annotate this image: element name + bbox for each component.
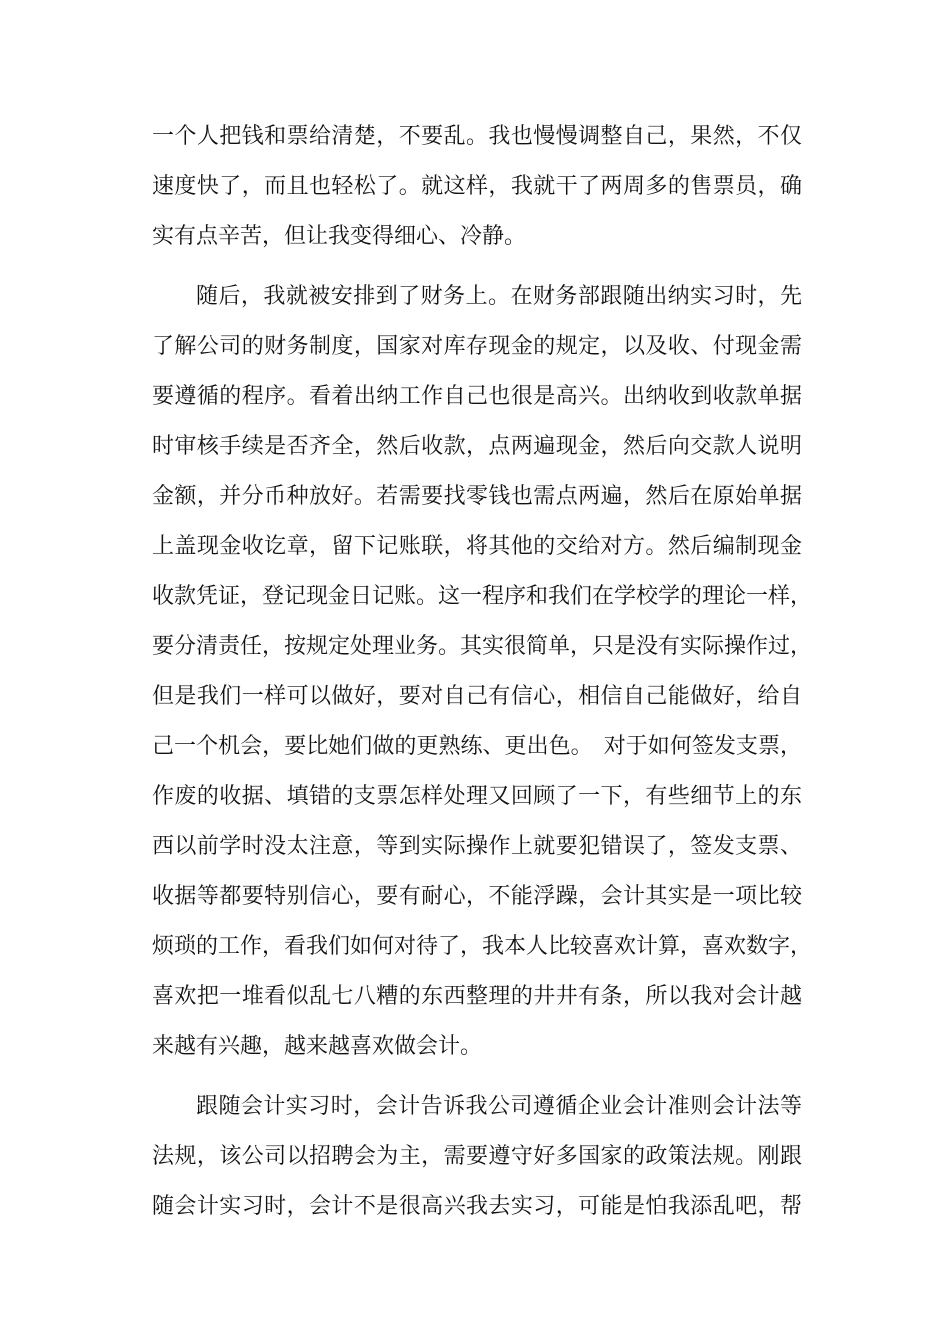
text-line: 法规，该公司以招聘会为主，需要遵守好多国家的政策法规。刚跟 xyxy=(152,1144,802,1169)
text-line: 作废的收据、填错的支票怎样处理又回顾了一下，有些细节上的东 xyxy=(152,784,802,809)
text-line: 实有点辛苦，但让我变得细心、冷静。 xyxy=(152,224,527,249)
text-line: 要分清责任，按规定处理业务。其实很简单，只是没有实际操作过， xyxy=(152,634,813,659)
paragraph-2 xyxy=(152,272,813,1072)
text-line: 但是我们一样可以做好，要对自己有信心，相信自己能做好，给自 xyxy=(152,684,802,709)
text-line: 跟随会计实习时，会计告诉我公司遵循企业会计准则会计法等 xyxy=(196,1094,802,1119)
text-line: 时审核手续是否齐全，然后收款，点两遍现金，然后向交款人说明 xyxy=(152,434,802,459)
document-body xyxy=(152,112,813,1232)
text-line: 己一个机会，要比她们做的更熟练、更出色。 对于如何签发支票， xyxy=(152,734,802,759)
text-line: 收款凭证，登记现金日记账。这一程序和我们在学校学的理论一样， xyxy=(152,584,813,609)
paragraph-3 xyxy=(152,1082,802,1232)
text-line: 速度快了，而且也轻松了。就这样，我就干了两周多的售票员，确 xyxy=(152,174,802,199)
text-line: 来越有兴趣，越来越喜欢做会计。 xyxy=(152,1034,483,1059)
text-line: 烦琐的工作，看我们如何对待了，我本人比较喜欢计算，喜欢数字， xyxy=(152,934,813,959)
text-line: 上盖现金收讫章，留下记账联，将其他的交给对方。然后编制现金 xyxy=(152,534,802,559)
text-line: 收据等都要特别信心，要有耐心，不能浮躁，会计其实是一项比较 xyxy=(152,884,802,909)
text-line: 随会计实习时，会计不是很高兴我去实习，可能是怕我添乱吧，帮 xyxy=(152,1194,802,1219)
text-line: 要遵循的程序。看着出纳工作自己也很是高兴。出纳收到收款单据 xyxy=(152,384,802,409)
text-line: 一个人把钱和票给清楚，不要乱。我也慢慢调整自己，果然，不仅 xyxy=(152,124,802,149)
text-line: 西以前学时没太注意，等到实际操作上就要犯错误了，签发支票、 xyxy=(152,834,802,859)
text-line: 随后，我就被安排到了财务上。在财务部跟随出纳实习时，先 xyxy=(196,284,802,309)
text-line: 了解公司的财务制度，国家对库存现金的规定，以及收、付现金需 xyxy=(152,334,802,359)
text-line: 喜欢把一堆看似乱七八糟的东西整理的井井有条，所以我对会计越 xyxy=(152,984,802,1009)
paragraph-gap xyxy=(152,1072,802,1082)
paragraph-gap xyxy=(152,262,802,272)
text-line: 金额，并分币种放好。若需要找零钱也需点两遍，然后在原始单据 xyxy=(152,484,802,509)
paragraph-1 xyxy=(152,112,802,262)
